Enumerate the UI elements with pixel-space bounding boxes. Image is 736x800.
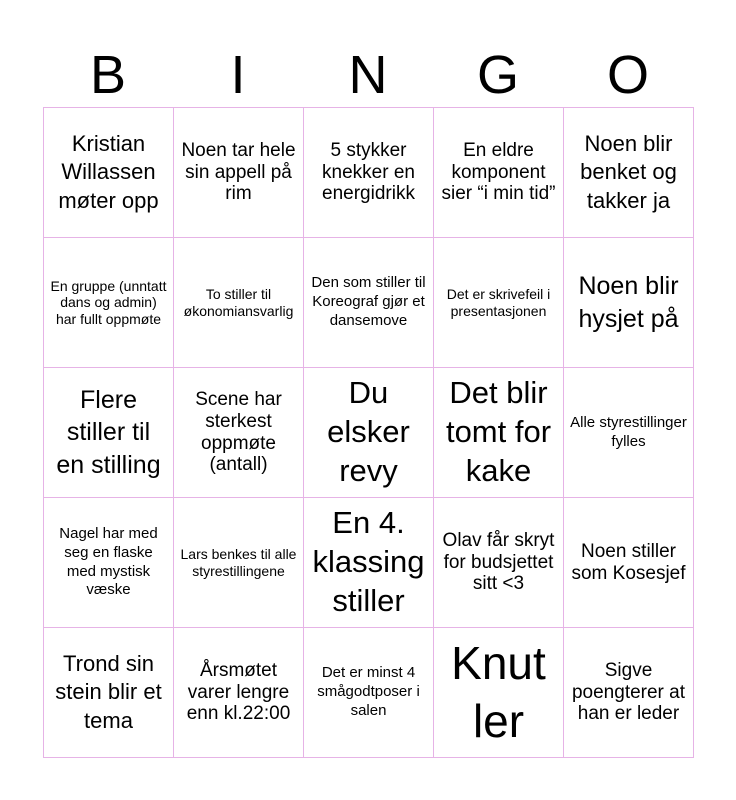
bingo-cell[interactable]: Noen blir hysjet på [564,238,694,368]
bingo-grid [43,107,694,758]
bingo-cell[interactable]: Noen stiller som Kosesjef [564,498,694,628]
bingo-cell[interactable]: Det er skrivefeil i presentasjonen [434,238,564,368]
bingo-header [43,44,693,106]
bingo-cell[interactable]: Årsmøtet varer lengre enn kl.22:00 [174,628,304,758]
bingo-cell[interactable]: Noen blir benket og takker ja [564,108,694,238]
bingo-cell[interactable]: Knut ler [434,628,564,758]
bingo-cell[interactable]: 5 stykker knekker en energidrikk [304,108,434,238]
bingo-cell[interactable]: En 4. klassing stiller [304,498,434,628]
bingo-cell[interactable]: Trond sin stein blir et tema [44,628,174,758]
bingo-cell[interactable]: Den som stiller til Koreograf gjør et dansemove [304,238,434,368]
bingo-cell[interactable]: Lars benkes til alle styrestillingene [174,498,304,628]
header-letter-b: B [89,45,127,105]
bingo-cell[interactable]: Alle styrestillinger fylles [564,368,694,498]
bingo-cell[interactable]: En gruppe (unntatt dans og admin) har fullt oppmøte [44,238,174,368]
header-letter-n: N [348,45,388,105]
bingo-cell[interactable]: En eldre komponent sier “i min tid” [434,108,564,238]
header-letter-i: I [230,45,246,105]
header-letter-g: G [476,45,519,105]
bingo-cell[interactable]: Nagel har med seg en flaske med mystisk væske [44,498,174,628]
bingo-cell[interactable]: To stiller til økonomiansvarlig [174,238,304,368]
bingo-cell[interactable]: Sigve poengterer at han er leder [564,628,694,758]
bingo-cell[interactable]: Det er minst 4 smågodtposer i salen [304,628,434,758]
bingo-cell[interactable]: Flere stiller til en stilling [44,368,174,498]
bingo-cell[interactable]: Olav får skryt for budsjettet sitt <3 [434,498,564,628]
bingo-cell[interactable]: Det blir tomt for kake [434,368,564,498]
bingo-cell[interactable]: Kristian Willassen møter opp [44,108,174,238]
bingo-cell[interactable]: Du elsker revy [304,368,434,498]
bingo-cell[interactable]: Noen tar hele sin appell på rim [174,108,304,238]
header-letter-o: O [606,45,649,105]
bingo-cell[interactable]: Scene har sterkest oppmøte (antall) [174,368,304,498]
